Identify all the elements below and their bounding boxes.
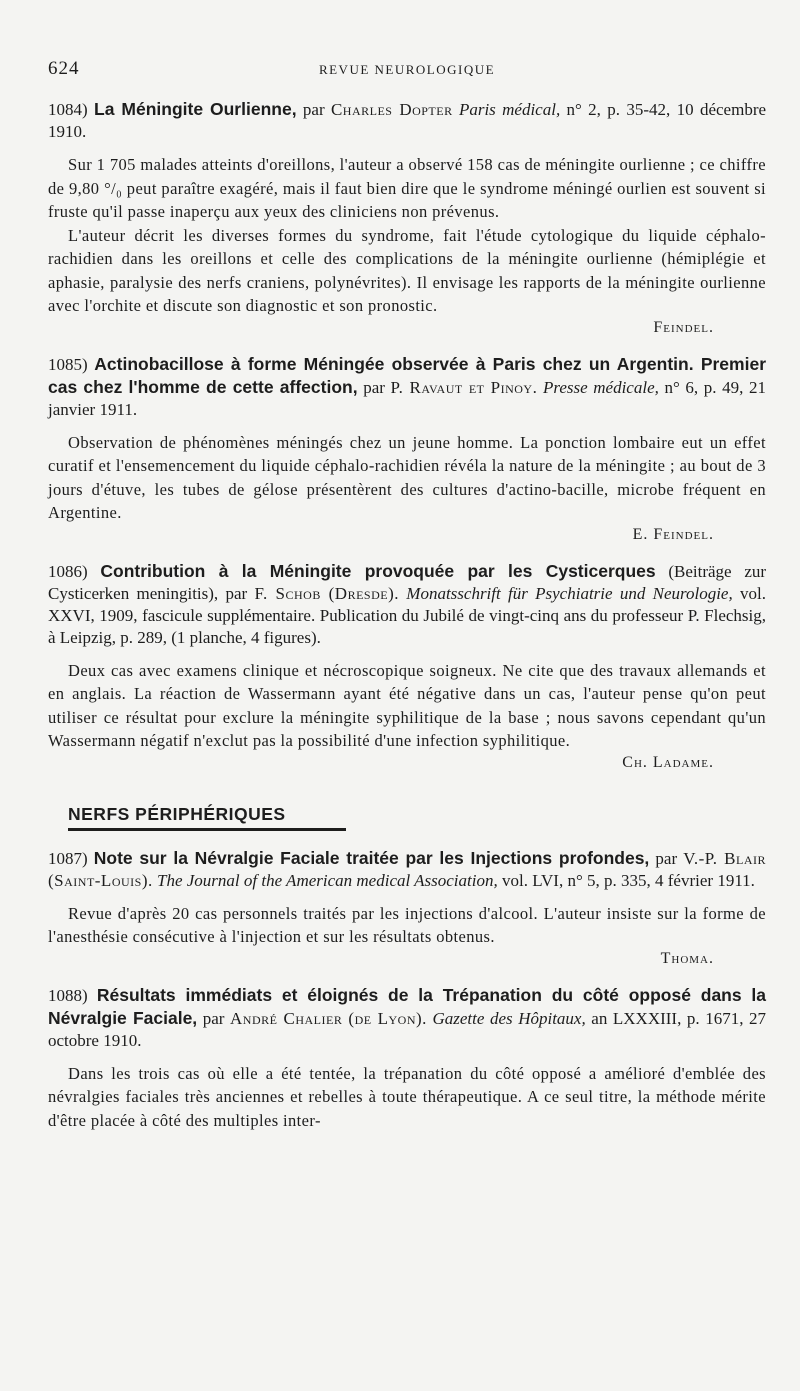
abstract-entry — [48, 560, 766, 772]
entry-signature: E. Feindel. — [632, 525, 714, 543]
entry-author: P. Ravaut et Pinoy. — [390, 377, 538, 397]
entry-header — [48, 353, 766, 421]
entry-publication: The Journal of the American medical Association, — [156, 870, 498, 890]
page-number: 624 — [48, 58, 80, 79]
entry-paragraph: Deux cas avec examens clinique et nécroscopique soigneux. Ne cite que des travaux allemands et en anglais. La réaction de Wassermann ayant été négative dans un cas, l'auteur pense qu'on peut utiliser ce résultat pour exclure la méningite syphilitique de la base ; nous savons cependant qu'un Wassermann négatif n'exclut pas la possibilité d'une infection syphilitique. — [48, 660, 766, 750]
entry-author: V.-P. Blair (Saint-Louis). — [48, 848, 766, 890]
entry-paragraph: Revue d'après 20 cas personnels traités par les injections d'alcool. L'auteur insiste sur la forme de l'anesthésie consécutive à l'injection et sur les résultats obtenus. — [48, 903, 766, 946]
section-title: NERFS PÉRIPHÉRIQUES — [68, 803, 286, 824]
section-heading — [48, 804, 766, 831]
entry-par: par — [655, 848, 678, 868]
entry-header — [48, 98, 766, 143]
journal-page — [48, 58, 766, 1132]
entry-publication: Paris médical, — [458, 100, 561, 119]
section-rule — [68, 828, 346, 831]
entry-paragraph: L'auteur décrit les diverses formes du syndrome, fait l'étude cytologique du liquide céphalo-rachidien dans les oreillons et celle des complications de la méningite ourlienne (hémiplégie et aphasie, paralysie des nerfs craniens, polynévrites). Il envisage les rapports de la méningite ourlienne avec l'orchite et discute son diagnostic et son pronostic. — [48, 225, 766, 315]
abstract-entry — [48, 353, 766, 544]
running-title: REVUE NEUROLOGIQUE — [318, 62, 496, 77]
entry-signature: Feindel. — [653, 318, 714, 336]
entry-title: La Méningite Ourlienne, — [94, 99, 297, 119]
entry-paragraph: Sur 1 705 malades atteints d'oreillons, l'auteur a observé 158 cas de méningite ourlienne ; ce chiffre de 9,80 °/₀ peut paraître exagéré, mais il faut bien dire que le syndrome méningé ourlien est souvent si fruste qu'il passe inaperçu aux yeux des cliniciens non prévenus. — [48, 155, 766, 221]
entry-publication: Monatsschrift für Psychiatrie und Neurologie, — [406, 583, 733, 603]
entry-paragraph: Dans les trois cas où elle a été tentée, la trépanation du côté opposé a amélioré d'emblée des névralgies faciales très anciennes et rebelles à toute thérapeutique. A ce seul titre, la méthode mérite d'être placée à côté des multiples inter- — [48, 1063, 766, 1130]
entry-number: 1085) — [48, 354, 88, 374]
entry-reference: n° 2, p. 35-42, 10 décembre 1910. — [48, 100, 767, 141]
entry-number: 1087) — [48, 848, 88, 868]
entry-par: (Beiträge zur Cysticerken meningitis), par — [48, 561, 767, 603]
entry-par: par — [202, 1008, 225, 1028]
entry-title: Note sur la Névralgie Faciale traitée par les Injections profondes, — [93, 847, 650, 868]
entry-title: Contribution à la Méningite provoquée par les Cysticerques — [100, 560, 656, 581]
abstract-entry — [48, 98, 766, 337]
entry-header — [48, 560, 766, 649]
entry-publication: Gazette des Hôpitaux, — [432, 1008, 586, 1028]
entry-reference: an LXXXIII, p. 1671, 27 octobre 1910. — [48, 1008, 767, 1050]
entries-nerfs — [48, 847, 766, 1133]
entry-signature: Ch. Ladame. — [622, 753, 714, 771]
abstract-entry — [48, 984, 766, 1133]
entries-meninges — [48, 98, 766, 772]
entry-reference: vol. LVI, n° 5, p. 335, 4 février 1911. — [501, 870, 755, 890]
abstract-entry — [48, 847, 766, 968]
entry-author: André Chalier (de Lyon). — [230, 1008, 427, 1028]
entry-header — [48, 984, 766, 1052]
entry-publication: Presse médicale, — [542, 377, 659, 397]
entry-par: par — [363, 377, 385, 397]
entry-title: Résultats immédiats et éloignés de la Trépanation du côté opposé dans la Névralgie Faciale, — [48, 984, 767, 1028]
entry-author: Charles Dopter — [330, 100, 453, 119]
entry-number: 1086) — [48, 561, 88, 581]
entry-header — [48, 847, 766, 892]
running-head — [48, 58, 766, 84]
entry-reference: n° 6, p. 49, 21 janvier 1911. — [48, 377, 767, 419]
entry-title: Actinobacillose à forme Méningée observée à Paris chez un Argentin. Premier cas chez l'homme de cette affection, — [48, 353, 767, 397]
entry-reference: vol. XXVI, 1909, fascicule supplémentaire. Publication du Jubilé de vingt-cinq ans du professeur P. Flechsig, à Leipzig, p. 289, (1 planche, 4 figures). — [48, 583, 766, 647]
entry-number: 1088) — [48, 985, 88, 1005]
entry-par: par — [302, 100, 325, 119]
entry-paragraph: Observation de phénomènes méningés chez un jeune homme. La ponction lombaire eut un effet curatif et l'ensemencement du liquide céphalo-rachidien révéla la nature de la méningite ; au bout de 3 jours d'étuve, les tubes de gélose présentèrent des cultures d'actino-bacille, microbe fréquent en Argentine. — [48, 432, 766, 522]
entry-number: 1084) — [48, 100, 88, 119]
entry-author: F. Schob (Dresde). — [254, 583, 399, 603]
entry-signature: Thoma. — [660, 949, 714, 967]
